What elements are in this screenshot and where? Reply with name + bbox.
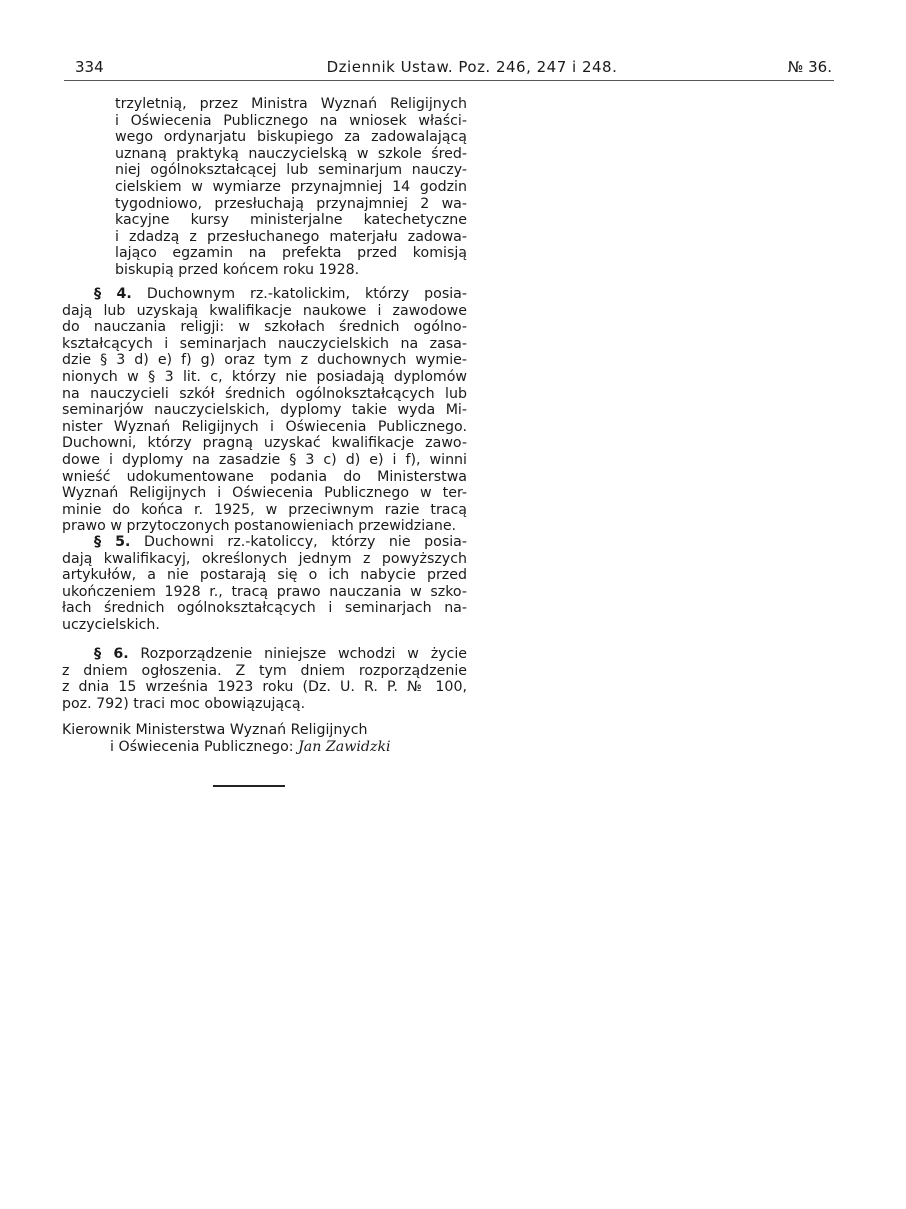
text-line: nister Wyznań Religijnych i Oświecenia Publicznego. [62,418,467,435]
text-line: Wyznań Religijnych i Oświecenia Publicznego w ter- [62,485,467,502]
text-line: kształcących i seminarjach nauczycielskich na zasa- [62,335,467,352]
text-line: prawo w przytoczonych postanowieniach przewidziane. [62,518,457,535]
text-line: niej ogólnokształcącej lub seminarjum nauczy- [115,162,467,179]
text-line: i Oświecenia Publicznego na wniosek właści- [115,112,467,129]
text-line: łach średnich ogólnokształcących i seminarjach na- [62,600,467,617]
section-label: § 5. [94,534,131,550]
text-line: nionych w § 3 lit. c, którzy nie posiadają dyplomów [62,368,467,385]
text-line: uznaną praktyką nauczycielską w szkole śred- [115,145,467,162]
text-line: tygodniowo, przesłuchają przynajmniej 2 wa- [115,195,467,212]
paragraph-continued [115,96,467,279]
text-line: wego ordynarjatu biskupiego za zadowalającą [115,129,467,146]
text-line: biskupią przed końcem roku 1928. [115,261,360,278]
text-line: artykułów, a nie postarają się o ich nabycie przed [62,567,467,584]
section-5 [62,534,467,634]
signature-line-2 [62,739,391,756]
header-rule [64,80,834,81]
page-header [72,58,832,82]
text-line: z dnia 15 września 1923 roku (Dz. U. R. P. № 100, [62,679,467,696]
text-fragment: Duchownym rz.-katolickim, którzy posia- [146,286,467,302]
section-label: § 4. [94,286,132,302]
page-number: 334 [75,58,104,76]
text-line: z dniem ogłoszenia. Z tym dniem rozporządzenie [62,662,467,679]
text-line: lająco egzamin na prefekta przed komisją [115,245,467,262]
text-line: dzie § 3 d) e) f) g) oraz tym z duchownych wymie- [62,352,467,369]
text-line: ukończeniem 1928 r., tracą prawo nauczania w szko- [62,583,467,600]
text-line: dają lub uzyskają kwalifikacje naukowe i zawodowe [62,302,467,319]
text-line: poz. 792) traci moc obowiązującą. [62,695,306,712]
text-line: do nauczania religji: w szkołach średnich ogólno- [62,319,467,336]
text-line: kacyjne kursy ministerjalne katechetyczne [115,212,467,229]
text-line: wnieść udokumentowane podania do Ministerstwa [62,468,467,485]
closing-rule [213,785,285,787]
text-line: i zdadzą z przesłuchanego materjału zadowa- [115,228,467,245]
text-line: seminarjów nauczycielskich, dyplomy takie wyda Mi- [62,402,467,419]
text-line: na nauczycieli szkół średnich ogólnokształcących lub [62,385,467,402]
section-label: § 6. [94,646,129,662]
signature-office: i Oświecenia Publicznego: [110,738,294,755]
text-line: cielskiem w wymiarze przynajmniej 14 godzin [115,178,467,195]
section-4 [62,286,467,535]
section-first-line [62,646,467,663]
text-line: Duchowni, którzy pragną uzyskać kwalifikacje zawo- [62,435,467,452]
section-6 [62,646,467,712]
text-line: minie do końca r. 1925, w przeciwnym razie tracą [62,501,467,518]
section-first-line [62,286,467,303]
text-line: dowe i dyplomy na zasadzie § 3 c) d) e) i f), winni [62,451,467,468]
text-line: dają kwalifikacyj, określonych jednym z powyższych [62,550,467,567]
signatory-name: Jan Zawidzki [298,738,391,755]
text-line: trzyletnią, przez Ministra Wyznań Religijnych [115,96,467,112]
text-line: uczycielskich. [62,616,160,633]
text-fragment: Duchowni rz.-katoliccy, którzy nie posia- [143,534,467,550]
section-first-line [62,534,467,551]
issue-number: № 36. [787,58,832,76]
signature-line-1: Kierownik Ministerstwa Wyznań Religijnych [62,722,368,738]
journal-title: Dziennik Ustaw. Poz. 246, 247 i 248. [326,58,618,76]
text-fragment: Rozporządzenie niniejsze wchodzi w życie [140,646,468,662]
signature-block [62,722,391,755]
